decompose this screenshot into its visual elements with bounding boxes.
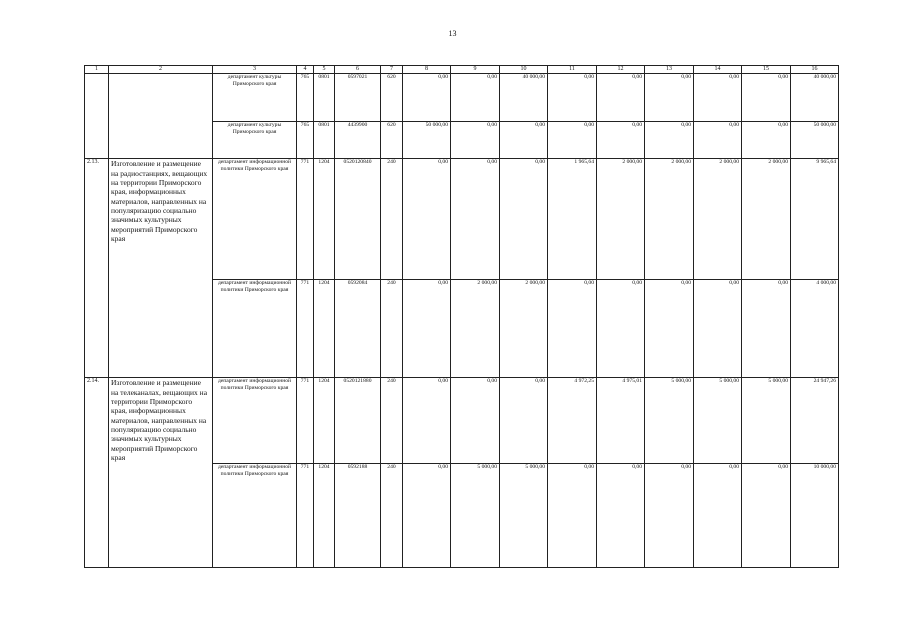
department: департамент информационной политики Приморского края	[213, 464, 297, 568]
grbs-code: 771	[297, 378, 314, 464]
amount-cell: 2 000,00	[451, 280, 500, 378]
target-article-code: 0597021	[335, 74, 381, 122]
target-article-code: 0592084	[335, 280, 381, 378]
amount-cell: 4 972,25	[548, 378, 597, 464]
amount-cell: 4 975,01	[597, 378, 645, 464]
header-cell: 9	[451, 66, 500, 74]
grbs-code: 771	[297, 464, 314, 568]
amount-cell: 0,00	[403, 464, 451, 568]
amount-cell: 0,00	[548, 464, 597, 568]
header-cell: 13	[645, 66, 694, 74]
row-number	[85, 74, 109, 159]
section-code: 1204	[314, 159, 335, 280]
amount-cell: 0,00	[548, 74, 597, 122]
table-row	[85, 378, 839, 464]
header-cell: 4	[297, 66, 314, 74]
amount-cell: 0,00	[597, 122, 645, 159]
header-cell: 11	[548, 66, 597, 74]
table-row	[85, 74, 839, 122]
budget-table	[84, 65, 839, 568]
amount-cell: 0,00	[500, 378, 548, 464]
amount-cell: 2 000,00	[742, 159, 791, 280]
amount-cell: 0,00	[451, 122, 500, 159]
department: департамент информационной политики Приморского края	[213, 378, 297, 464]
amount-cell: 0,00	[742, 280, 791, 378]
total-cell: 4 000,00	[791, 280, 839, 378]
total-cell: 24 947,26	[791, 378, 839, 464]
amount-cell: 0,00	[742, 464, 791, 568]
column-number-header	[85, 66, 839, 74]
header-cell: 12	[597, 66, 645, 74]
amount-cell: 0,00	[403, 74, 451, 122]
expense-type-code: 240	[381, 464, 403, 568]
amount-cell: 0,00	[645, 74, 694, 122]
measure-name: Изготовление и размещение на телеканалах, вещающих на территории Приморского края, информационных материалов, направленных на популяризацию социально значимых культурных мероприятий Приморского края	[109, 378, 213, 568]
expense-type-code: 240	[381, 378, 403, 464]
amount-cell: 0,00	[742, 122, 791, 159]
amount-cell: 0,00	[645, 122, 694, 159]
amount-cell: 0,00	[548, 280, 597, 378]
header-cell: 5	[314, 66, 335, 74]
amount-cell: 0,00	[597, 280, 645, 378]
amount-cell: 0,00	[451, 74, 500, 122]
measure-name: Изготовление и размещение на радиостанциях, вещающих на территории Приморского края, информационных материалов, направленных на популяризацию социально значимых культурных мероприятий Приморского края	[109, 159, 213, 378]
amount-cell: 2 000,00	[500, 280, 548, 378]
amount-cell: 5 000,00	[694, 378, 742, 464]
department: департамент культуры Приморского края	[213, 122, 297, 159]
section-code: 1204	[314, 464, 335, 568]
row-number: 2.13.	[85, 159, 109, 378]
amount-cell: 0,00	[597, 464, 645, 568]
grbs-code: 771	[297, 159, 314, 280]
target-article-code: 0592188	[335, 464, 381, 568]
total-cell: 9 965,64	[791, 159, 839, 280]
grbs-code: 771	[297, 280, 314, 378]
department: департамент культуры Приморского края	[213, 74, 297, 122]
amount-cell: 0,00	[694, 74, 742, 122]
amount-cell: 1 965,64	[548, 159, 597, 280]
target-article-code: 4439900	[335, 122, 381, 159]
header-cell: 10	[500, 66, 548, 74]
amount-cell: 0,00	[500, 159, 548, 280]
amount-cell: 0,00	[645, 464, 694, 568]
amount-cell: 40 000,00	[500, 74, 548, 122]
amount-cell: 2 000,00	[694, 159, 742, 280]
amount-cell: 5 000,00	[645, 378, 694, 464]
amount-cell: 0,00	[403, 378, 451, 464]
section-code: 0801	[314, 122, 335, 159]
amount-cell: 2 000,00	[645, 159, 694, 280]
grbs-code: 765	[297, 122, 314, 159]
amount-cell: 0,00	[451, 378, 500, 464]
header-cell: 14	[694, 66, 742, 74]
amount-cell: 0,00	[645, 280, 694, 378]
grbs-code: 765	[297, 74, 314, 122]
department: департамент информационной политики Приморского края	[213, 280, 297, 378]
total-cell: 40 000,00	[791, 74, 839, 122]
amount-cell: 0,00	[403, 280, 451, 378]
section-code: 1204	[314, 280, 335, 378]
row-number: 2.14.	[85, 378, 109, 568]
amount-cell: 0,00	[694, 464, 742, 568]
target-article-code: 0520121880	[335, 378, 381, 464]
amount-cell: 0,00	[742, 74, 791, 122]
amount-cell: 0,00	[451, 159, 500, 280]
expense-type-code: 620	[381, 122, 403, 159]
amount-cell: 0,00	[403, 159, 451, 280]
total-cell: 50 000,00	[791, 122, 839, 159]
header-cell: 15	[742, 66, 791, 74]
amount-cell: 2 000,00	[597, 159, 645, 280]
header-cell: 8	[403, 66, 451, 74]
table-row	[85, 159, 839, 280]
header-cell: 7	[381, 66, 403, 74]
header-cell: 2	[109, 66, 213, 74]
page-number: 13	[448, 29, 457, 38]
amount-cell: 0,00	[597, 74, 645, 122]
amount-cell: 0,00	[694, 280, 742, 378]
total-cell: 10 000,00	[791, 464, 839, 568]
target-article-code: 0520120840	[335, 159, 381, 280]
amount-cell: 0,00	[500, 122, 548, 159]
section-code: 1204	[314, 378, 335, 464]
header-cell: 1	[85, 66, 109, 74]
expense-type-code: 620	[381, 74, 403, 122]
measure-name	[109, 74, 213, 159]
amount-cell: 5 000,00	[742, 378, 791, 464]
amount-cell: 5 000,00	[451, 464, 500, 568]
amount-cell: 0,00	[694, 122, 742, 159]
amount-cell: 50 000,00	[403, 122, 451, 159]
expense-type-code: 240	[381, 159, 403, 280]
section-code: 0801	[314, 74, 335, 122]
header-cell: 6	[335, 66, 381, 74]
header-cell: 16	[791, 66, 839, 74]
header-cell: 3	[213, 66, 297, 74]
department: департамент информационной политики Приморского края	[213, 159, 297, 280]
expense-type-code: 240	[381, 280, 403, 378]
amount-cell: 5 000,00	[500, 464, 548, 568]
amount-cell: 0,00	[548, 122, 597, 159]
